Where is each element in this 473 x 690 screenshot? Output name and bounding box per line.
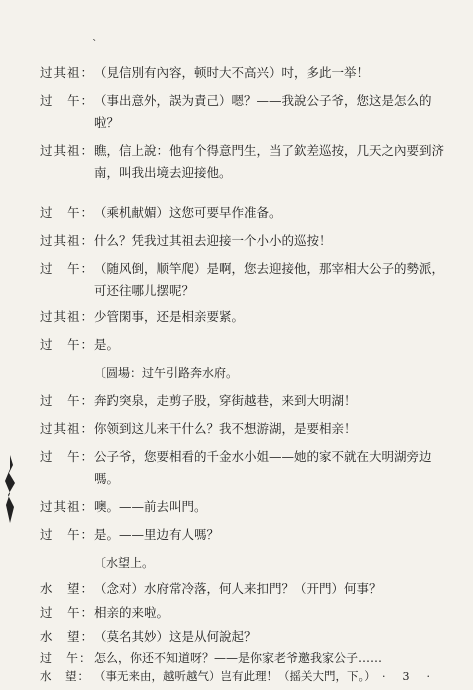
page-number: · 3 · [382, 670, 433, 683]
dialogue-line [40, 668, 400, 684]
speaker: 过其祖： [40, 143, 95, 158]
dialogue-line [40, 334, 452, 356]
dialogue-line [40, 446, 452, 490]
dialogue-line [40, 390, 452, 412]
line-text: 什么？凭我过其祖去迎接一个小小的巡按！ [94, 233, 332, 248]
dialogue-line [40, 524, 452, 546]
line-text: （随风倒，顺竿爬）是啊，您去迎接他，那宰相大公子的勢派，可还往哪儿摆呢？ [94, 261, 445, 298]
corner-mark: ˋ [92, 38, 98, 51]
line-text: （莫名其妙）这是从何說起？ [94, 629, 257, 644]
line-text: 相亲的来啦。 [94, 605, 170, 620]
dialogue-line [40, 230, 452, 252]
speaker: 过其祖： [40, 499, 95, 514]
speaker: 过 午： [40, 605, 95, 620]
dialogue-line [40, 650, 452, 667]
speaker: 过 午： [40, 261, 95, 276]
line-text: 是。 [94, 337, 120, 352]
speaker: 过 午： [40, 449, 95, 464]
speaker: 过 午： [40, 93, 95, 108]
speaker: 水 望： [40, 581, 95, 596]
dialogue-line [40, 602, 452, 624]
speaker: 过 午： [40, 393, 95, 408]
speaker: 过 午： [40, 205, 95, 220]
dialogue-line [40, 578, 452, 600]
speaker: 过 午： [40, 527, 95, 542]
dialogue-line [40, 140, 452, 184]
dialogue-line [40, 258, 452, 302]
ink-blot-mark [4, 455, 18, 523]
speaker: 水 望： [40, 629, 95, 644]
speaker: 过其祖： [40, 233, 95, 248]
stage-direction: 〔圆場：过午引路奔水府。 [94, 366, 239, 380]
dialogue-line [40, 62, 452, 84]
speaker: 过其祖： [40, 309, 95, 324]
speaker: 过其祖： [40, 65, 95, 80]
line-text: （事无来由，越听越气）岂有此理！（摇关大門，下。） [94, 669, 376, 683]
speaker: 过 午： [40, 651, 93, 665]
line-text: 噢。——前去叫門。 [94, 499, 207, 514]
dialogue-line [40, 90, 452, 134]
line-text: （念对）水府常冷落，何人来扣門？（开門）何事？ [94, 581, 382, 596]
dialogue-line [40, 306, 452, 328]
line-text: 你领到这儿来干什么？我不想游湖，是要相亲！ [94, 421, 357, 436]
line-text: 奔趵突泉，走剪子股，穿街越巷，来到大明湖！ [94, 393, 357, 408]
line-text: 少管閑事，还是相亲要紧。 [94, 309, 245, 324]
line-text: 是。——里边有人嗎？ [94, 527, 220, 542]
line-text: （事出意外，誤为責己）嗯？——我說公子爷，您这是怎么的啦？ [94, 93, 432, 130]
speaker: 过 午： [40, 337, 95, 352]
stage-direction: 〔水望上。 [94, 556, 155, 570]
dialogue-line [40, 202, 452, 224]
speaker: 过其祖： [40, 421, 95, 436]
line-text: （乘机献媚）这您可要早作准备。 [94, 205, 282, 220]
dialogue-line [40, 496, 452, 518]
line-text: （見信別有內容，顿时大不高兴）吋，多此一举！ [94, 65, 370, 80]
line-text: 瞧，信上說：他有个得意門生，当了欽差巡按，几天之內要到济南，叫我出境去迎接他。 [94, 143, 445, 180]
dialogue-line [40, 418, 452, 440]
line-text: 怎么，你还不知道呀？——是你家老爷邀我家公子…… [94, 651, 383, 665]
dialogue-line [40, 626, 452, 648]
line-text: 公子爷，您要相看的千金水小姐——她的家不就在大明湖旁边嗎。 [94, 449, 432, 486]
speaker: 水 望： [40, 669, 90, 683]
